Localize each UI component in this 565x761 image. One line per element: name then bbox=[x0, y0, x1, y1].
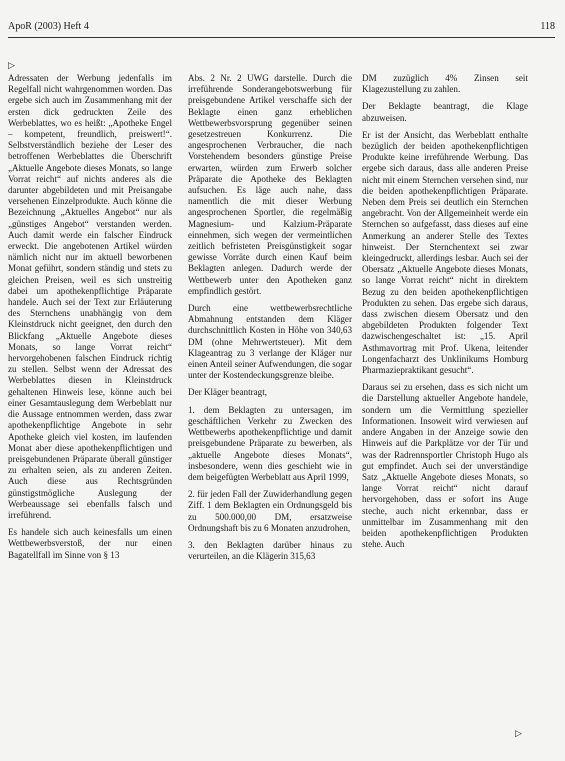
paragraph: 2. für jeden Fall der Zuwiderhandlung gegen Ziff. 1 dem Beklagten ein Ordnungsgeld bis zu 500.000,00 DM, ersatzweise Ordnungshaft bis zu 6 Monaten anzudrohen, bbox=[188, 489, 352, 533]
paragraph: Adressaten der Werbung jedenfalls im Regelfall nicht wahrgenommen worden. Das ergebe sich auch im Zusammenhang mit der ersten dick gedruckten Zeile des Werbeblattes, wo es heißt: „Apotheke Engel – kompetent, freundlich, preiswert!“. Selbstverständlich beziehe der Leser des betroffenen Werbeblattes die Überschrift „Aktuelle Angebote dieses Monats, so lange Vorrat reicht“ auf nichts anderes als die darunter abgebildeten und mit Preisangabe versehenen Einzelprodukte. Auch könne die Bezeichnung „Aktuelles Angebot“ nur als „günstiges Angebot“ verstanden werden. Auch damit werde ein falscher Eindruck erweckt. Die angebotenen Artikel würden nämlich nicht nur im aktuell beworbenen Monat geführt, sondern ständig und stets zu gleichen Preisen, weil es sich unstreitig dabei um apothekenpflichtige Präparate handele. Auch sei der Text zur Erläuterung des Sternchens unabhängig von dem Kleinstdruck nicht geeignet, den durch den Blickfang „Aktuelle Angebote dieses Monats, so lange Vorrat reicht“ hervorgehobenen falschen Eindruck richtig zu stellen. Selbst wenn der Adressat des Werbeblattes diesen in Kleinstdruck gehaltenen Hinweis lese, könne auch bei einer Gesamtauslegung dem Werbeblatt nur die Aussage entnommen werden, dass zwar apothekenpflichtige Angebote in sehr Apotheke gleich viel kosten, im laufenden Monat aber diese apothekenpflichtigen und preisgebundenen Präparate überall günstiger zu erhalten seien, als zu anderen Zeiten. Auch diese aus Rechtsgründen günstigstmögliche Auslegung der Werbeaussage sei ebenfalls falsch und irreführend. bbox=[8, 73, 172, 520]
journal-citation: ApoR (2003) Heft 4 bbox=[8, 21, 89, 32]
paragraph: 1. dem Beklagten zu untersagen, im geschäftlichen Verkehr zu Zwecken des Wettbewerbs apothekenpflichtige und damit preisgebundene Präparate zu bewerben, als „aktuelle Angebote dieses Monats“, insbesondere, wenn dies geschieht wie in dem beigefügten Werbeblatt aus April 1999, bbox=[188, 404, 352, 482]
paragraph: Der Kläger beantragt, bbox=[188, 387, 268, 398]
text-column-2 bbox=[188, 73, 352, 568]
text-column-1 bbox=[8, 73, 172, 567]
continuation-marker-bottom: ▷ bbox=[515, 728, 522, 738]
header-rule bbox=[8, 37, 555, 38]
paragraph: Daraus sei zu ersehen, dass es sich nicht um die Darstellung aktueller Angebote handele, sondern um die Vermittlung spezieller Informationen. Insoweit wird verwiesen auf andere Angaben in der Anzeige sowie den Hinweis auf die Parkplätze vor der Tür und was der Radrennsportler Christoph Hugo als gut empfindet. Auch sei der unverständige Satz „Aktuelle Angebote dieses Monats, so lange Vorrat reicht“ nicht darauf hervorgehoben, dass er sofort ins Auge steche, auch nicht erkennbar, dass er unmittelbar im Zusammenhang mit den beiden apothekenpflichtigen Produkten stehe. Auch bbox=[362, 382, 528, 550]
paragraph: 3. den Beklagten darüber hinaus zu verurteilen, an die Klägerin 315,63 bbox=[188, 539, 352, 562]
paragraph: Durch eine wettbewerbsrechtliche Abmahnung entstanden dem Kläger durchschnittlich Kosten in Höhe von 340,63 DM (ohne Mehrwertsteuer). Mit dem Klageantrag zu 3 verlange der Kläger nur einen Anteil seiner Aufwendungen, die sogar unter der Kostendeckungsgrenze bleibe. bbox=[188, 303, 352, 381]
paragraph: Abs. 2 Nr. 2 UWG darstelle. Durch die irreführende Sonderangebotswerbung für preisgebundene Artikel verschaffe sich der Beklagte einen ganz erheblichen Wettbewerbsvorsprung gegenüber seinen gesetzestreuen Konkurrenz. Die angesprochenen Verbraucher, die nach Vorstehendem besonders günstige Preise erwarten, würden zum Erwerb solcher Präparate die Apotheke des Beklagten aufsuchen. Es läge auch nahe, dass namentlich die mit dieser Werbung angesprochenen Sportler, die regelmäßig Magnesium- und Kalzium-Präparate einnehmen, sich wegen der vermeintlichen zeitlich befristeten Preisgünstigkeit sogar gewisse Vorräte durch einen Kauf beim Beklagten anlegen. Dadurch werde der Wettbewerb unter den Apotheken ganz empfindlich gestört. bbox=[188, 73, 352, 296]
paragraph: Es handele sich auch keinesfalls um einen Wettbewerbsverstoß, der nur einen Bagatellfall im Sinne von § 13 bbox=[8, 527, 172, 560]
page-header bbox=[8, 20, 555, 34]
continuation-marker-top: ▷ bbox=[8, 60, 15, 70]
paragraph: Er ist der Ansicht, das Werbeblatt enthalte bezüglich der beiden apothekenpflichtigen Produkte keine irreführende Werbung. Das ergebe sich daraus, dass alle anderen Preise nicht mit einem Sternchen versehen sind, nur die beiden apothekenpflichtigen Präparate. Neben dem Preis sei deutlich ein Sternchen angebracht. Von der Allgemeinheit werde ein Sternchen so aufgefasst, dass dieses auf eine Anmerkung an anderer Stelle des Textes hinweist. Der Sternchentext sei zwar kleingedruckt, allerdings lesbar. Auch sei der Obersatz „Aktuelle Angebote dieses Monats, so lange Vorrat reicht“ nicht in direktem Bezug zu den beiden apothekenpflichtigen Produkten zu sehen. Das ergebe sich daraus, dass zwischen diesem Obersatz und den abgebildeten Produkten folgender Text dazwischengeschaltet ist: „15. April Asthmavortrag mit Prof. Ukena, leitender Longenfacharzt des Unklinikums Homburg Pharmaziepraktikant gesucht“. bbox=[362, 129, 528, 376]
text-column-3 bbox=[362, 73, 528, 556]
paragraph: DM zuzüglich 4% Zinsen seit Klagezustellung zu zahlen. bbox=[362, 73, 528, 95]
paragraph: Der Beklagte beantragt, die Klage abzuweisen. bbox=[362, 101, 528, 123]
page-number: 118 bbox=[540, 21, 555, 32]
